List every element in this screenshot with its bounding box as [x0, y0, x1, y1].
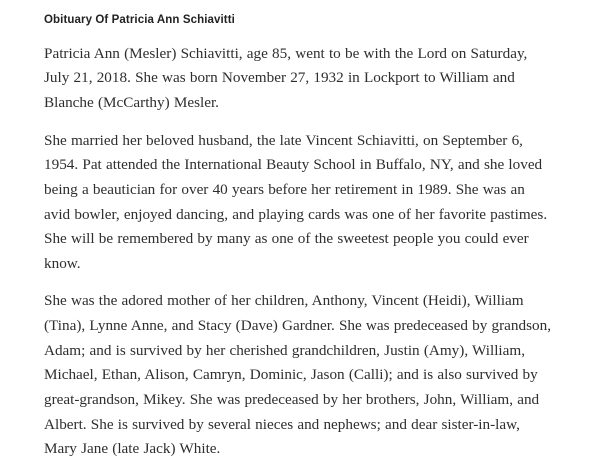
obituary-paragraph: She married her beloved husband, the late Vincent Schiavitti, on September 6, 1954. Pat attended the International Beauty School in Buffalo, NY, and she loved being a beautician for over 40 years before her retirement in 1989. She was an avid bowler, enjoyed dancing, and playing cards was one of her favorite pastimes. She will be remembered by many as one of the sweetest people you could ever know.: [44, 131, 548, 272]
page-title: Obituary Of Patricia Ann Schiavitti: [44, 14, 235, 26]
obituary-paragraph: She was the adored mother of her children, Anthony, Vincent (Heidi), William (Tina), Lynne Anne, and Stacy (Dave) Gardner. She was predeceased by grandson, Adam; and is survived by her cherished grandchildren, Justin (Amy), William, Michael, Ethan, Alison, Camryn, Dominic, Jason (Calli); and is also survived by great-grandson, Mikey. She was predeceased by her brothers, John, William, and Albert. She is survived by several nieces and nephews; and dear sister-in-law, Mary Jane (late Jack) White.: [44, 292, 551, 458]
obituary-paragraph: Patricia Ann (Mesler) Schiavitti, age 85, went to be with the Lord on Saturday, July 21, 2018. She was born November 27, 1932 in Lockport to William and Blanche (McCarthy) Mesler.: [44, 44, 528, 112]
obituary-body: [44, 42, 554, 462]
